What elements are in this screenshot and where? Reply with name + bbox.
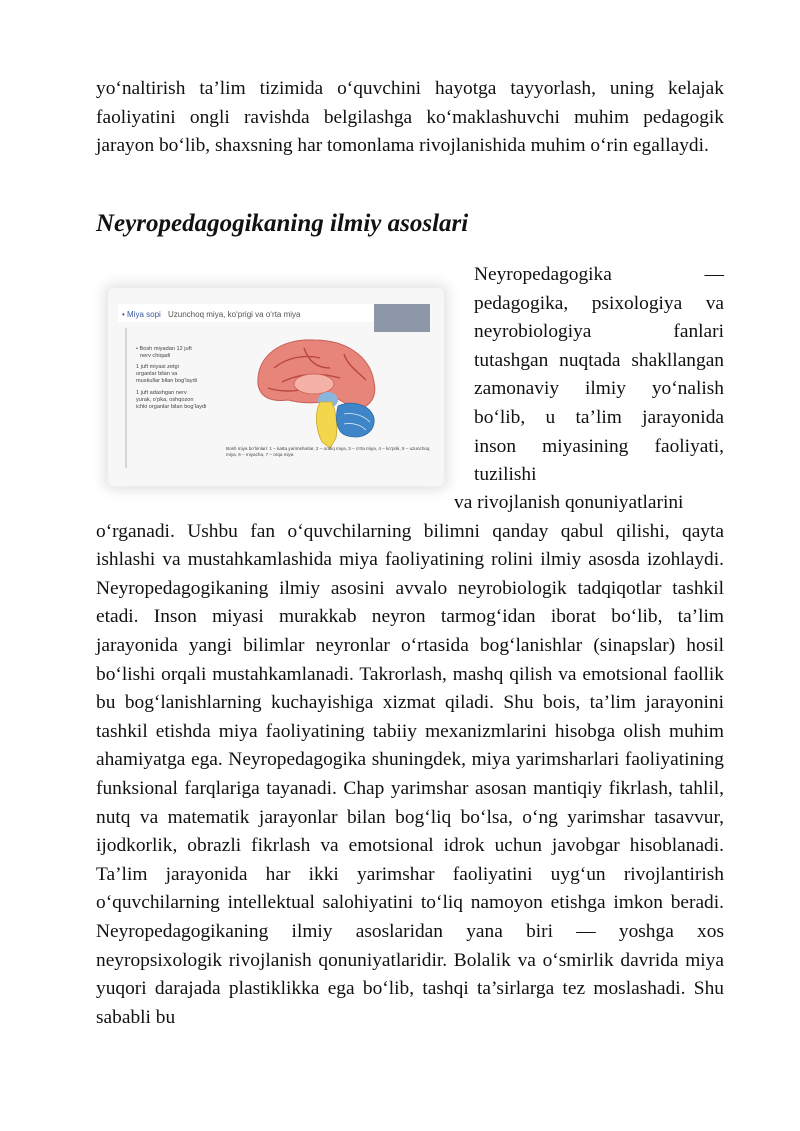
figure-header-title: • Miya sopi bbox=[122, 310, 161, 319]
figure-caption: Bosh miya bo‘limlari: 1 – katta yarimsharlar, 2 – oraliq miya, 3 – o‘rta miya, 4 – ko‘prik, 5 – uzunchoq miya, 6 – miyacha, 7 – orqa miya bbox=[226, 446, 430, 457]
intro-paragraph: yo‘naltirish ta’lim tizimida o‘quvchini hayotga tayyorlash, uning kelajak faoliyatini ongli ravishda belgilashga ko‘maklashuvchi muhim pedagogik jarayon bo‘lib, shaxsning har tomonlama rivojlanishida muhim o‘rin egallaydi. bbox=[96, 78, 724, 157]
bullet-line: organlar bilan va bbox=[136, 371, 178, 377]
bullet-line: muskullar bilan bog‘laydi bbox=[136, 378, 197, 384]
side-column-text bbox=[474, 261, 724, 490]
bullet-line: ichki organlar bilan bog‘laydi bbox=[136, 404, 207, 410]
bullet-line: yurak, o‘pka, oshqozon bbox=[136, 397, 194, 403]
bullet-line: • Bosh miyadan 12 juft bbox=[136, 346, 192, 352]
side-paragraph: Neyropedagogika — pedagogika, psixologiya va neyrobiologiya fanlari tutashgan nuqtada shakllangan zamonaviy ilmiy yo‘nalish bo‘lib, u ta’lim jarayonida inson miyasining faoliyati, tuzilishi bbox=[474, 264, 724, 486]
brain-figure bbox=[108, 288, 444, 486]
main-paragraph-text: o‘rganadi. Ushbu fan o‘quvchilarning bilimni qanday qabul qilishi, qayta ishlashi va mustahkamlashida miya faoliyatining rolini ilmiy asosda izohlaydi. Neyropedagogikaning ilmiy asosini avvalo neyrobiologik tadqiqotlar tashkil etadi. Inson miyasi murakkab neyron tarmog‘idan iborat bo‘lib, ta’lim jarayonida yangi bilimlar neyronlar o‘rtasida bog‘lanishlar (sinapslar) hosil bo‘lishi orqali mustahkamlanadi. Takrorlash, mashq qilish va emotsional faollik bu bog‘lanishlarning kuchayishiga xizmat qiladi. Shu bois, ta’lim jarayonini tashkil etishda miya faoliyatining tabiiy mexanizmlarini hisobga olish muhim ahamiyatga ega. Neyropedagogika shuningdek, miya yarimsharlari faoliyatining funksional farqlariga tayanadi. Chap yarimshar asosan mantiqiy fikrlash, tahlil, nutq va matematik jarayonlar bilan bog‘liq bo‘lsa, o‘ng yarimshar tasavvur, ijodkorlik, obrazli fikrlash va emotsional idrok uchun javobgar hisoblanadi. Ta’lim jarayonida har ikki yarimshar faoliyatini uyg‘un rivojlantirish o‘quvchilarning intellektual salohiyatini to‘liq namoyon etishga imkon beradi. Neyropedagogikaning ilmiy asoslaridan yana biri — yoshga xos neyropsixologik rivojlanish qonuniyatlaridir. Bolalik va o‘smirlik davrida miya yuqori darajada plastiklikka ega bo‘lib, tashqi ta’sirlarga tez moslashadi. Shu sababli bu bbox=[96, 520, 724, 1028]
bullet-line: nerv chiqadi bbox=[140, 353, 171, 359]
bullet-line: 1 juft miyasi zetgi bbox=[136, 364, 179, 370]
bullet-line: 1 juft adashgan nerv bbox=[136, 390, 187, 396]
header-box bbox=[374, 304, 430, 332]
brain-diagram bbox=[108, 288, 444, 486]
wrap-line: va rivojlanish qonuniyatlarini bbox=[454, 492, 684, 513]
main-paragraph bbox=[96, 489, 724, 1032]
section-heading: Neyropedagogikaning ilmiy asoslari bbox=[96, 210, 469, 237]
figure-header-subtitle: Uzunchoq miya, ko‘prigi va o‘rta miya bbox=[168, 310, 301, 319]
